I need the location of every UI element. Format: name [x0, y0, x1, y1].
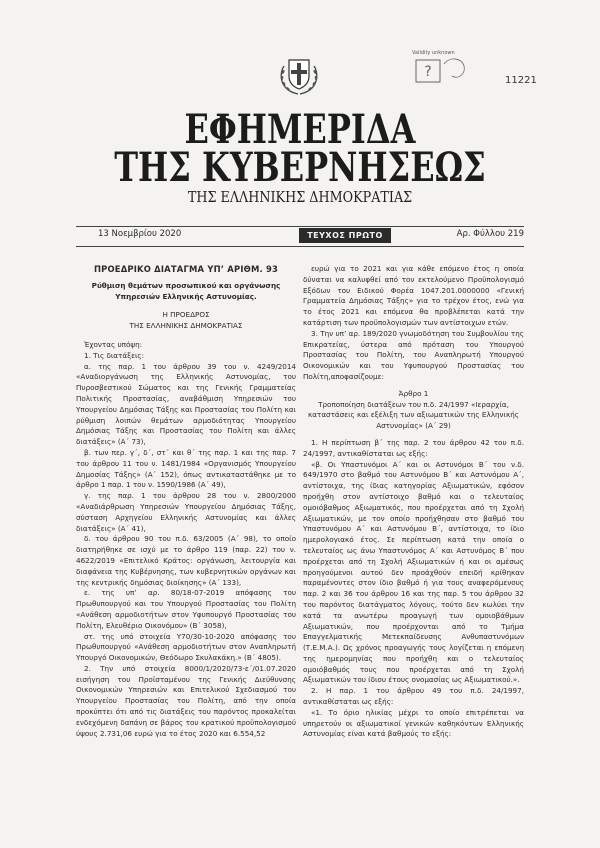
paragraph: δ. του άρθρου 90 του π.δ. 63/2005 (Α΄ 98), το οποίο διατηρήθηκε σε ισχύ με το άρθρο 119 (παρ. 22) του ν. 4622/2019 «Επιτελικό Κράτος: οργάνωση, λειτουργία και διαφάνεια της Κυβέρνησης, των κυβερνητικών οργάνων και της κεντρικής δημόσιας διοίκησης» (Α΄ 133),: [76, 534, 296, 587]
paragraph: γ. της παρ. 1 του άρθρου 28 του ν. 2800/2000 «Αναδιάρθρωση Υπηρεσιών Υπουργείου Δημόσιας Τάξης, σύσταση Αρχηγείου Ελληνικής Αστυνομίας και άλλες διατάξεις» (Α΄ 41),: [76, 491, 296, 533]
paragraph: 2. Την υπό στοιχεία 8000/1/2020/73-ε΄/01.07.2020 εισήγηση του Προϊσταμένου της Γενικής Διεύθυνσης Οικονομικών Υπηρεσιών και Επιτελικού Σχεδιασμού του Υπουργείου Προστασίας του Πολίτη, από την οποία προκύπτει ότι από τις διατάξεις του παρόντος προκαλείται ενδεχόμενη δαπάνη σε βάρος του κρατικού προϋπολογισμού ύψους 2.731,06 ευρώ για το έτος 2020 και 6.554,52: [76, 663, 296, 738]
paragraph: ευρώ για το 2021 και για κάθε επόμενο έτος η οποία δύναται να καλυφθεί από τον εκτελούμενο Προϋπολογισμό Εξόδων του Ειδικού Φορέα 1047.201.0000000 «Γενική Γραμματεία Δημόσιας Τάξης» για το τρέχον έτος, ενώ για το έτος 2021 και επόμενα θα προβλέπεται κατά την κατάρτιση των προϋπολογισμών των αντίστοιχων ετών.: [303, 264, 524, 327]
paragraph: 2. Η παρ. 1 του άρθρου 49 του π.δ. 24/1997, αντικαθίσταται ως εξής:: [303, 686, 524, 707]
president-heading: [76, 310, 296, 332]
paragraph: Έχοντας υπόψη:: [84, 339, 143, 349]
paragraph: 3. Την υπ’ αρ. 189/2020 γνωμοδότηση του Συμβουλίου της Επικρατείας, ύστερα από πρόταση του Υπουργού Προστασίας του Πολίτη, του Αναπληρωτή Υπουργού Οικονομικών και του Υφυπουργού Προστασίας του Πολίτη,αποφασίζουμε:: [303, 328, 524, 381]
bottom-divider: [76, 246, 524, 247]
paragraph: «1. Το όριο ηλικίας μέχρι το οποίο επιτρέπεται να υπηρετούν οι αξιωματικοί γενικών καθηκόντων Ελληνικής Αστυνομίας είναι κατά βαθμούς το εξής:: [303, 707, 524, 739]
paragraph: β. των περ. γ΄, δ΄, στ΄ και θ΄ της παρ. 1 και της παρ. 7 του άρθρου 11 του ν. 1481/1984 «Οργανισμός Υπουργείου Δημοσίας Τάξης» (Α΄ 152), όπως αντικαταστάθηκε με το άρθρο 1 παρ. 1 του ν. 1590/1986 (Α΄ 49),: [76, 447, 296, 490]
issue-date: 13 Νοεμβρίου 2020: [98, 229, 182, 239]
right-column: [303, 264, 524, 740]
paragraph: 1. Η περίπτωση β΄ της παρ. 2 του άρθρου 42 του π.δ. 24/1997, αντικαθίσταται ως εξής:: [303, 437, 524, 458]
president-line2: ΤΗΣ ΕΛΛΗΝΙΚΗΣ ΔΗΜΟΚΡΑΤΙΑΣ: [129, 321, 243, 331]
sheet-number: Αρ. Φύλλου 219: [456, 229, 524, 239]
validity-stamp-label: Validity unknown: [412, 50, 455, 56]
greek-coat-of-arms-icon: [274, 48, 324, 98]
issue-bar: [76, 226, 524, 246]
gazette-title-line2: ΤΗΣ ΚΥΒΕΡΝΗΣΕΩΣ: [114, 144, 486, 191]
decree-title: ΠΡΟΕΔΡΙΚΟ ΔΙΑΤΑΓΜΑ ΥΠ’ ΑΡΙΘΜ. 93: [93, 264, 279, 274]
decree-subject: Ρύθμιση θεμάτων προσωπικού και οργάνωσης Υπηρεσιών Ελληνικής Αστυνομίας.: [91, 280, 281, 301]
left-column: [76, 264, 296, 739]
paragraph: α. της παρ. 1 του άρθρου 39 του ν. 4249/2014 «Αναδιοργάνωση της Ελληνικής Αστυνομίας, του Πυροσβεστικού Σώματος και της Γενικής Γραμματείας Πολιτικής Προστασίας, αναβάθμιση Υπηρεσιών του Υπουργείου Δημόσιας Τάξης και Προστασίας του Πολίτη και ρύθμιση λοιπών θεμάτων αρμοδιότητας Υπουργείου Δημόσιας Τάξης και Προστασίας του Πολίτη και άλλες διατάξεις» (Α΄ 73),: [76, 361, 296, 447]
issue-label: ΤΕΥΧΟΣ ΠΡΩΤΟ: [299, 228, 391, 243]
validity-stamp: [410, 52, 470, 88]
gazette-title-line1: ΕΦΗΜΕΡΙΔΑ: [184, 106, 416, 153]
gazette-subtitle: ΤΗΣ ΕΛΛΗΝΙΚΗΣ ΔΗΜΟΚΡΑΤΙΑΣ: [187, 188, 413, 206]
paragraph: ε. της υπ’ αρ. 80/18-07-2019 απόφασης του Πρωθυπουργού και του Υπουργού Προστασίας του Πολίτη «Ανάθεση αρμοδιοτήτων στον Υφυπουργό Προστασίας του Πολίτη, Ελευθέριο Οικονόμου» (Β΄ 3058),: [76, 588, 296, 630]
paragraph: στ. της υπό στοιχεία Υ70/30-10-2020 απόφασης του Πρωθυπουργού «Ανάθεση αρμοδιοτήτων στον Αναπληρωτή Υπουργό Οικονομικών, Θεόδωρο Σκυλακάκη.» (Β΄ 4805).: [76, 631, 296, 663]
article-subtitle: Τροποποίηση διατάξεων του π.δ. 24/1997 «Ιεραρχία, καταστάσεις και εξέλιξη των αξιωματικών της Ελληνικής Αστυνομίας» (Α΄ 29): [308, 399, 519, 431]
page-number: 11221: [505, 75, 537, 86]
article-heading: Άρθρο 1: [398, 388, 429, 398]
paragraph: 1. Τις διατάξεις:: [84, 350, 145, 360]
svg-text:?: ?: [424, 64, 432, 80]
president-line1: Η ΠΡΟΕΔΡΟΣ: [162, 310, 210, 320]
paragraph: «β. Οι Υπαστυνόμοι Α΄ και οι Αστυνόμοι Β΄ του ν.δ. 649/1970 στο βαθμό του Αστυνόμου Β΄ και Αστυνόμου Α΄, αντίστοιχα, της ίδιας κατηγορίας Αξιωματικών, εφόσον προήχθη στον αντίστοιχο βαθμό και ο τελευταίος ομοιόβαθμος Αξιωματικός, που προέρχεται από τη Σχολή Αξιωματικών, με τον οποίο προήχθησαν στο βαθμό του Υπαστυνόμου Α΄ και Αστυνόμου Β΄, αντίστοιχα, το ίδιο ημερολογιακό έτος. Σε περίπτωση κατά την οποία ο τελευταίος ως άνω Υπαστυνόμος Α΄ και Αστυνόμος Β΄ που προέρχεται από τη Σχολή Αξιωματικών ή και οι αμέσως προηγούμενοι αυτού δεν προάχθούν επειδή κρίθηκαν παραμένοντες στον ίδιο βαθμό ή για τους αναφερόμενους παρ. 2 και 36 του άρθρου 16 και της παρ. 5 του άρθρου 32 του παρόντος διατάγματος λόγους, τούτο δεν κωλύει την κατά τα ανωτέρω προαγωγή των ομοιοβάθμων Αξιωματικών, που προέρχονται από το Τμήμα Επαγγελματικής Μετεκπαίδευσης Ανθυπαστυνόμων (Τ.Ε.Μ.Α.). Ως χρόνος προαγωγής τους λογίζεται η επόμενη της ημερομηνίας που προήχθη και ο τελευταίος ομοιόβαθμός τους που προέρχεται από τη Σχολή Αξιωματικών του ίδιου έτους ονομασίας ως Αξιωματικού.».: [303, 459, 524, 685]
